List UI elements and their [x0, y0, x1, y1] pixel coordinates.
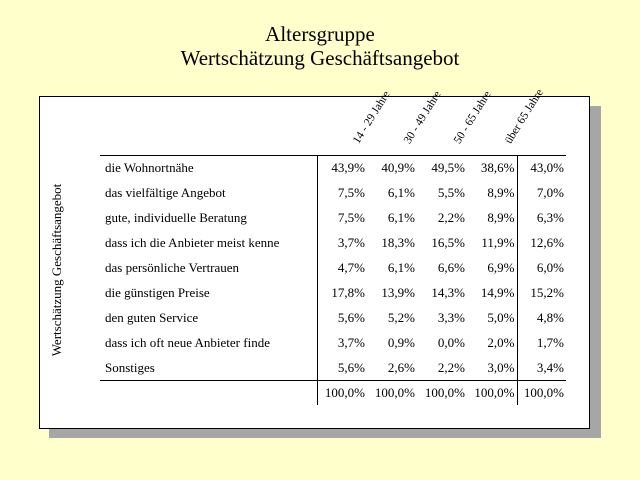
cell-value: 6,6%	[437, 260, 465, 275]
cell-value: 16,5%	[431, 235, 465, 250]
cell-value: 6,1%	[387, 210, 415, 225]
table-row	[100, 306, 566, 331]
row-label: dass ich die Anbieter meist kenne	[105, 235, 280, 250]
cell-value: 3,7%	[317, 331, 367, 356]
cell-value: 3,7%	[317, 231, 367, 256]
cell-value: 7,5%	[317, 181, 367, 206]
cell-value: 1,7%	[517, 331, 566, 356]
cell-value: 4,8%	[517, 306, 566, 331]
cell-value: 2,6%	[367, 356, 417, 381]
row-label: das persönliche Vertrauen	[105, 260, 240, 275]
cell-value: 11,9%	[481, 235, 515, 250]
cell-value: 4,7%	[317, 256, 367, 281]
row-axis-label-text: Wertschätzung Geschäftsangebot	[49, 183, 64, 357]
row-label: den guten Service	[105, 310, 199, 325]
cell-value: 5,2%	[387, 310, 415, 325]
cell-value: 5,6%	[317, 356, 367, 381]
cell-value: 2,2%	[417, 356, 467, 381]
cell-value: 7,0%	[517, 181, 566, 206]
cell-value: 49,5%	[417, 156, 467, 181]
table-row	[100, 331, 566, 356]
cell-value: 38,6%	[467, 156, 517, 181]
cell-value: 5,6%	[317, 306, 367, 331]
row-label: gute, individuelle Beratung	[105, 210, 247, 225]
cell-value: 8,9%	[487, 210, 515, 225]
cell-value: 3,4%	[517, 356, 566, 381]
row-label: die Wohnortnähe	[100, 156, 317, 181]
table-row	[100, 206, 566, 231]
table-row	[100, 156, 566, 181]
cell-value: 6,0%	[517, 256, 566, 281]
cell-value: 6,3%	[517, 206, 566, 231]
cell-value: 7,5%	[317, 206, 367, 231]
table-row	[100, 256, 566, 281]
cell-value: 12,6%	[517, 231, 566, 256]
cell-value: 43,9%	[317, 156, 367, 181]
cell-value: 13,9%	[381, 285, 415, 300]
cell-value: 0,9%	[387, 335, 415, 350]
total-value: 100,0%	[424, 384, 465, 400]
cell-value: 15,2%	[517, 281, 566, 306]
cell-value: 2,2%	[437, 210, 465, 225]
column-header-text: 30 - 49 Jahre	[401, 88, 444, 146]
cell-value: 6,1%	[387, 260, 415, 275]
total-value: 100,0%	[474, 384, 515, 400]
cell-value: 18,3%	[381, 235, 415, 250]
total-value: 100,0%	[317, 381, 367, 405]
column-header-text: 50 - 65 Jahre	[451, 88, 494, 146]
table-row	[100, 356, 566, 381]
cell-value: 3,3%	[437, 310, 465, 325]
row-label: Sonstiges	[100, 356, 317, 381]
cell-value: 6,9%	[487, 260, 515, 275]
cell-value: 43,0%	[517, 156, 566, 181]
totals-label	[100, 381, 317, 405]
total-value: 100,0%	[517, 381, 566, 405]
table-row	[100, 181, 566, 206]
table-row	[100, 281, 566, 306]
total-value: 100,0%	[374, 384, 415, 400]
cell-value: 17,8%	[317, 281, 367, 306]
chart-subtitle: Wertschätzung Geschäftsangebot	[180, 46, 460, 70]
column-header-text: 14 - 29 Jahre	[350, 88, 393, 146]
cell-value: 0,0%	[437, 335, 465, 350]
cell-value: 8,9%	[487, 185, 515, 200]
cell-value: 3,0%	[467, 356, 517, 381]
cell-value: 6,1%	[387, 185, 415, 200]
row-label: das vielfältige Angebot	[105, 185, 226, 200]
cell-value: 40,9%	[367, 156, 417, 181]
chart-title: Altersgruppe	[265, 22, 375, 46]
cell-value: 5,0%	[487, 310, 515, 325]
data-table	[100, 155, 566, 405]
cell-value: 14,9%	[480, 285, 515, 300]
column-header-text: über 65 Jahre	[502, 87, 546, 146]
row-label: dass ich oft neue Anbieter finde	[105, 335, 270, 350]
row-label: die günstigen Preise	[105, 285, 210, 300]
cell-value: 14,3%	[431, 285, 465, 300]
totals-row	[100, 381, 566, 405]
table-row	[100, 231, 566, 256]
cell-value: 2,0%	[487, 335, 515, 350]
cell-value: 5,5%	[437, 185, 465, 200]
